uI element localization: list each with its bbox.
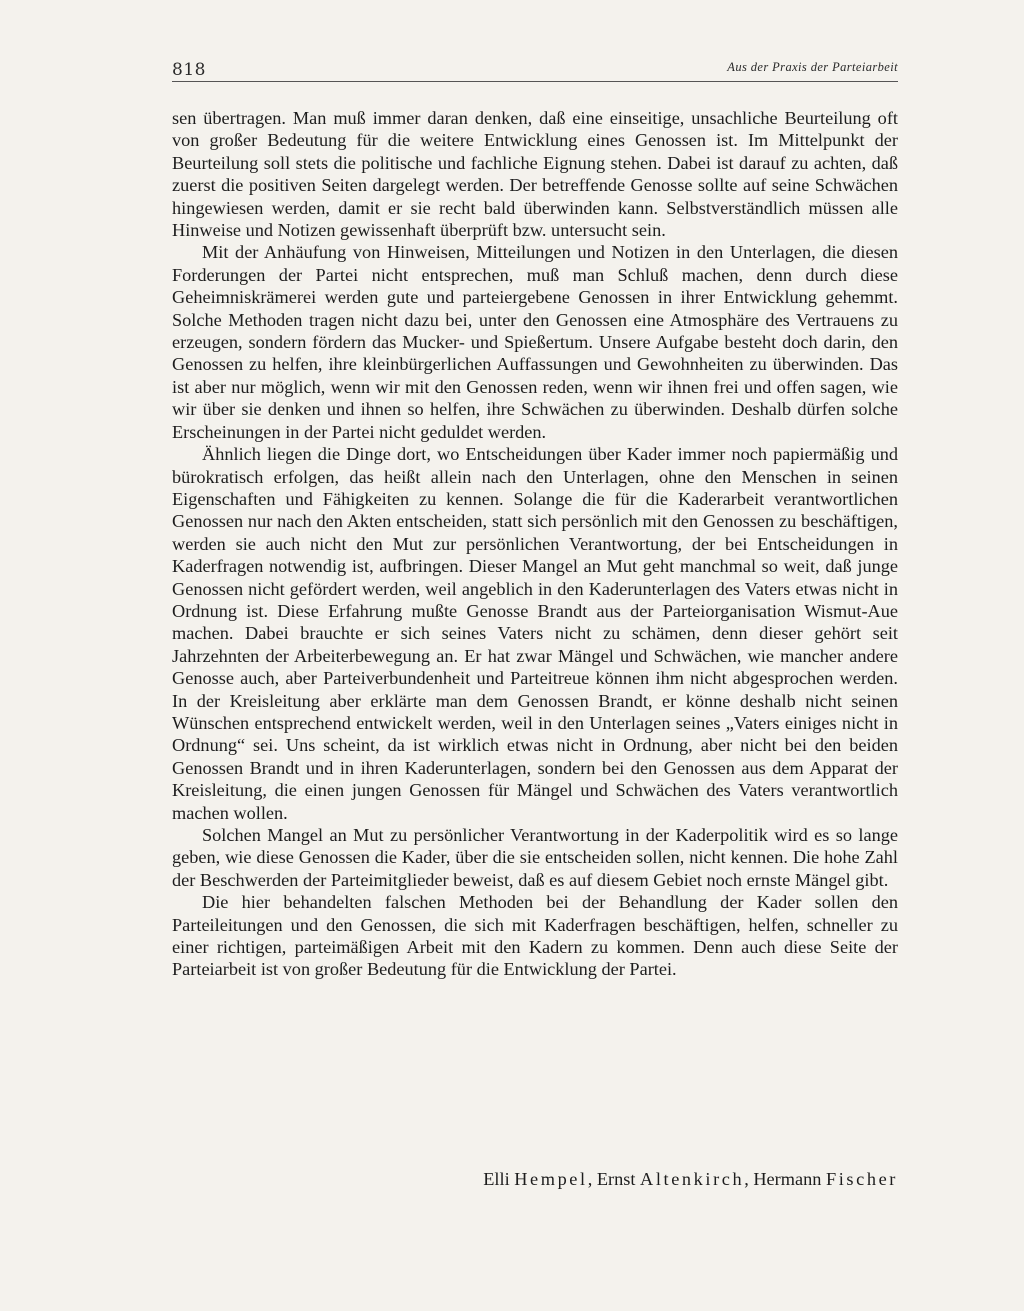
author-3-first-name: Hermann bbox=[753, 1169, 822, 1189]
article-body bbox=[172, 107, 898, 981]
author-1-first-name: Elli bbox=[483, 1169, 510, 1189]
running-title: Aus der Praxis der Parteiarbeit bbox=[727, 60, 898, 74]
paragraph-5: Die hier behandelten falschen Methoden bei der Behandlung der Kader sollen den Parteileitungen und den Genossen, die sich mit Kaderfragen beschäftigen, helfen, schneller zu einer richtigen, parteimäßigen Arbeit mit den Kadern zu kommen. Denn auch diese Seite der Parteiarbeit ist von großer Bedeutung für die Entwicklung der Partei. bbox=[172, 892, 898, 980]
author-signature: Elli Hempel, Ernst Altenkirch, Hermann Fischer bbox=[483, 1169, 898, 1189]
header-rule bbox=[172, 81, 898, 82]
paragraph-1: sen übertragen. Man muß immer daran denken, daß eine einseitige, unsachliche Beurteilung oft von großer Bedeutung für die weitere Entwicklung eines Genossen ist. Im Mittelpunkt der Beurteilung soll stets die politische und fachliche Eignung stehen. Dabei ist darauf zu achten, daß zuerst die positiven Seiten dargelegt werden. Der betreffende Genosse sollte auf seine Schwächen hingewiesen werden, damit er sie recht bald überwinden kann. Selbstverständlich müssen alle Hinweise und Notizen gewissenhaft überprüft bzw. untersucht sein. bbox=[172, 108, 898, 241]
paragraph-4: Solchen Mangel an Mut zu persönlicher Verantwortung in der Kaderpolitik wird es so lange geben, wie diese Genossen die Kader, über die sie entscheiden sollen, nicht kennen. Die hohe Zahl der Beschwerden der Parteimitglieder beweist, daß es auf diesem Gebiet noch ernste Mängel gibt. bbox=[172, 825, 898, 890]
author-2-first-name: Ernst bbox=[596, 1169, 636, 1189]
author-1-last-name: Hempel bbox=[514, 1169, 588, 1189]
paragraph-2: Mit der Anhäufung von Hinweisen, Mitteilungen und Notizen in den Unterlagen, die diesen Forderungen der Partei nicht entsprechen, muß man Schluß machen, denn durch diese Geheimniskrämerei werden gute und parteiergebene Genossen in ihrer Entwicklung gehemmt. Solche Methoden tragen nicht dazu bei, unter den Genossen eine Atmosphäre des Vertrauens zu erzeugen, sondern fördern das Mucker- und Spießertum. Unsere Aufgabe besteht doch darin, den Genossen zu helfen, ihre kleinbürgerlichen Auffassungen und Gewohnheiten zu überwinden. Das ist aber nur möglich, wenn wir mit den Genossen reden, wenn wir ihnen frei und offen sagen, wie wir über sie denken und ihnen so helfen, ihre Schwächen zu überwinden. Deshalb dürfen solche Erscheinungen in der Partei nicht geduldet werden. bbox=[172, 242, 898, 442]
paragraph-3: Ähnlich liegen die Dinge dort, wo Entscheidungen über Kader immer noch papiermäßig und bürokratisch erfolgen, das heißt allein nach den Unterlagen, ohne den Menschen in seinen Eigenschaften und Fähigkeiten zu kennen. Solange die für die Kaderarbeit verantwortlichen Genossen nur nach den Akten entscheiden, statt sich persönlich mit den Genossen zu beschäftigen, werden sie auch nicht den Mut zur persönlichen Verantwortung, der bei Entscheidungen in Kaderfragen notwendig ist, aufbringen. Dieser Mangel an Mut geht manchmal so weit, daß junge Genossen nicht gefördert werden, weil angeblich in den Kaderunterlagen des Vaters etwas nicht in Ordnung ist. Diese Erfahrung mußte Genosse Brandt aus der Parteiorganisation Wismut-Aue machen. Dabei brauchte er sich seines Vaters nicht zu schämen, denn dieser gehört seit Jahrzehnten der Arbeiterbewegung an. Er hat zwar Mängel und Schwächen, wie mancher andere Genosse auch, aber Parteiverbundenheit und Parteitreue können ihm nicht abgesprochen werden. In der Kreisleitung aber erklärte man dem Genossen Brandt, er könne deshalb nicht seinen Wünschen entsprechend entwickelt werden, weil in den Unterlagen seines „Vaters einiges nicht in Ordnung“ sei. Uns scheint, da ist wirklich etwas nicht in Ordnung, aber nicht bei den beiden Genossen Brandt und in ihren Kaderunterlagen, sondern bei den Genossen aus dem Apparat der Kreisleitung, die einen jungen Genossen für Mängel und Schwächen des Vaters verantwortlich machen wollen. bbox=[172, 444, 898, 823]
author-3-last-name: Fischer bbox=[825, 1169, 898, 1189]
author-2-last-name: Altenkirch bbox=[640, 1169, 745, 1189]
page-number: 818 bbox=[172, 60, 206, 80]
